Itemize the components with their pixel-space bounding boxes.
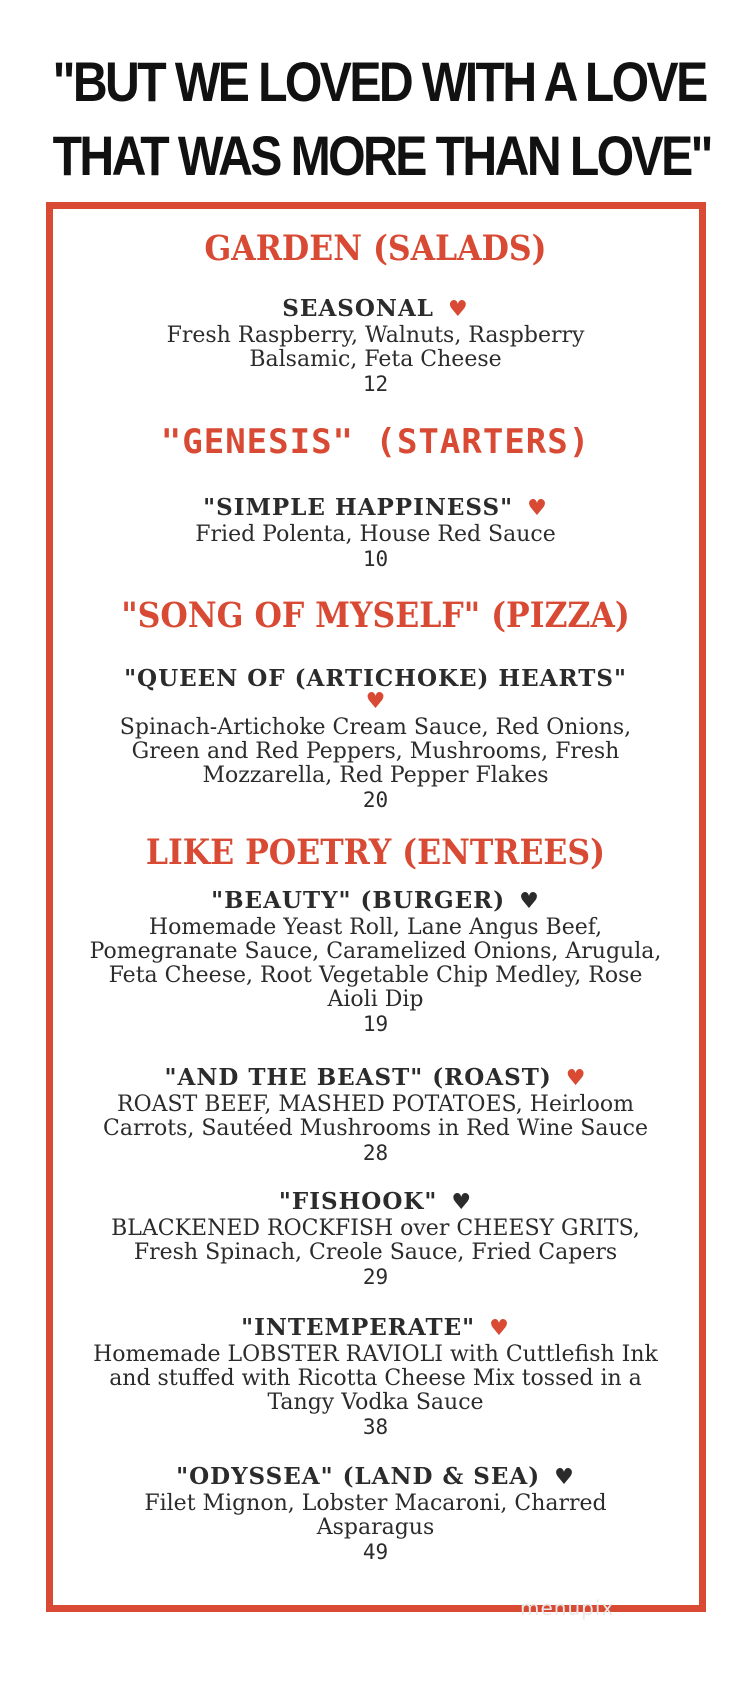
- item-description: ROAST BEEF, MASHED POTATOES, Heirloom: [117, 1092, 634, 1117]
- item-description: Fresh Spinach, Creole Sauce, Fried Capers: [133, 1240, 618, 1265]
- heart-icon: ♥: [365, 689, 386, 714]
- item-name: "INTEMPERATE": [241, 1314, 476, 1341]
- section-title-garden: GARDEN (SALADS): [204, 228, 547, 269]
- section-title-song-of-myself: "SONG OF MYSELF" (PIZZA): [121, 595, 630, 636]
- heart-icon: ♥: [554, 1464, 575, 1490]
- item-description: Aioli Dip: [327, 987, 424, 1012]
- heart-icon: ♥: [489, 1315, 510, 1341]
- item-name: "SIMPLE HAPPINESS": [203, 494, 514, 521]
- item-description: Balsamic, Feta Cheese: [249, 347, 502, 372]
- item-price: 20: [362, 788, 389, 812]
- item-name: "AND THE BEAST" (ROAST): [164, 1064, 552, 1091]
- item-name: "QUEEN OF (ARTICHOKE) HEARTS": [124, 665, 627, 692]
- heart-icon: ♥: [447, 296, 469, 322]
- watermark: menupix: [520, 1596, 615, 1620]
- menu-item-and-the-beast: [70, 1063, 681, 1165]
- item-price: 29: [362, 1265, 389, 1289]
- item-price: 28: [362, 1141, 389, 1165]
- item-description: Homemade LOBSTER RAVIOLI with Cuttlefish Ink: [93, 1342, 658, 1367]
- item-description: Homemade Yeast Roll, Lane Angus Beef,: [148, 915, 603, 940]
- item-name: "ODYSSEA" (LAND & SEA): [176, 1463, 541, 1490]
- item-name: SEASONAL: [282, 295, 434, 322]
- item-description: Pomegranate Sauce, Caramelized Onions, Arugula,: [89, 939, 662, 964]
- heart-icon: ♥: [565, 1065, 587, 1091]
- item-price: 19: [362, 1012, 389, 1036]
- item-description: Mozzarella, Red Pepper Flakes: [202, 763, 549, 788]
- item-description: Filet Mignon, Lobster Macaroni, Charred: [144, 1491, 607, 1516]
- item-description: and stuffed with Ricotta Cheese Mix tossed in a: [109, 1366, 642, 1391]
- quote-line-2: THAT WAS MORE THAN LOVE": [52, 124, 711, 187]
- menu-item-intemperate: [70, 1313, 681, 1439]
- item-price: 49: [362, 1540, 389, 1564]
- item-description: Feta Cheese, Root Vegetable Chip Medley, Rose: [108, 963, 643, 988]
- menu-item-seasonal: [70, 294, 681, 396]
- item-description: Spinach-Artichoke Cream Sauce, Red Onions,: [119, 715, 632, 740]
- menu-quote-title: [52, 45, 711, 193]
- item-price: 38: [362, 1415, 389, 1439]
- item-description: Carrots, Sautéed Mushrooms in Red Wine Sauce: [103, 1116, 648, 1141]
- item-description: Fried Polenta, House Red Sauce: [195, 522, 556, 547]
- menu-item-fishook: [70, 1187, 681, 1289]
- menu-item-queen-of-hearts: [70, 664, 681, 812]
- item-name: "BEAUTY" (BURGER): [211, 887, 506, 914]
- section-title-genesis: "GENESIS" (STARTERS): [160, 422, 591, 462]
- item-price: 10: [362, 547, 389, 571]
- item-description: Fresh Raspberry, Walnuts, Raspberry: [166, 323, 585, 348]
- item-description: Green and Red Peppers, Mushrooms, Fresh: [131, 739, 620, 764]
- item-name: "FISHOOK": [278, 1188, 438, 1215]
- menu-item-simple-happiness: [70, 493, 681, 571]
- quote-line-1: "BUT WE LOVED WITH A LOVE: [52, 50, 706, 113]
- item-description: Tangy Vodka Sauce: [267, 1390, 484, 1415]
- heart-icon: ♥: [451, 1189, 473, 1215]
- menu-item-odyssea: [70, 1462, 681, 1564]
- item-description: Asparagus: [316, 1515, 435, 1540]
- heart-icon: ♥: [527, 495, 548, 521]
- item-price: 12: [362, 372, 389, 396]
- heart-icon: ♥: [519, 888, 540, 914]
- item-description: BLACKENED ROCKFISH over CHEESY GRITS,: [111, 1216, 640, 1241]
- section-title-like-poetry: LIKE POETRY (ENTREES): [145, 832, 606, 873]
- menu-item-beauty: [70, 886, 681, 1036]
